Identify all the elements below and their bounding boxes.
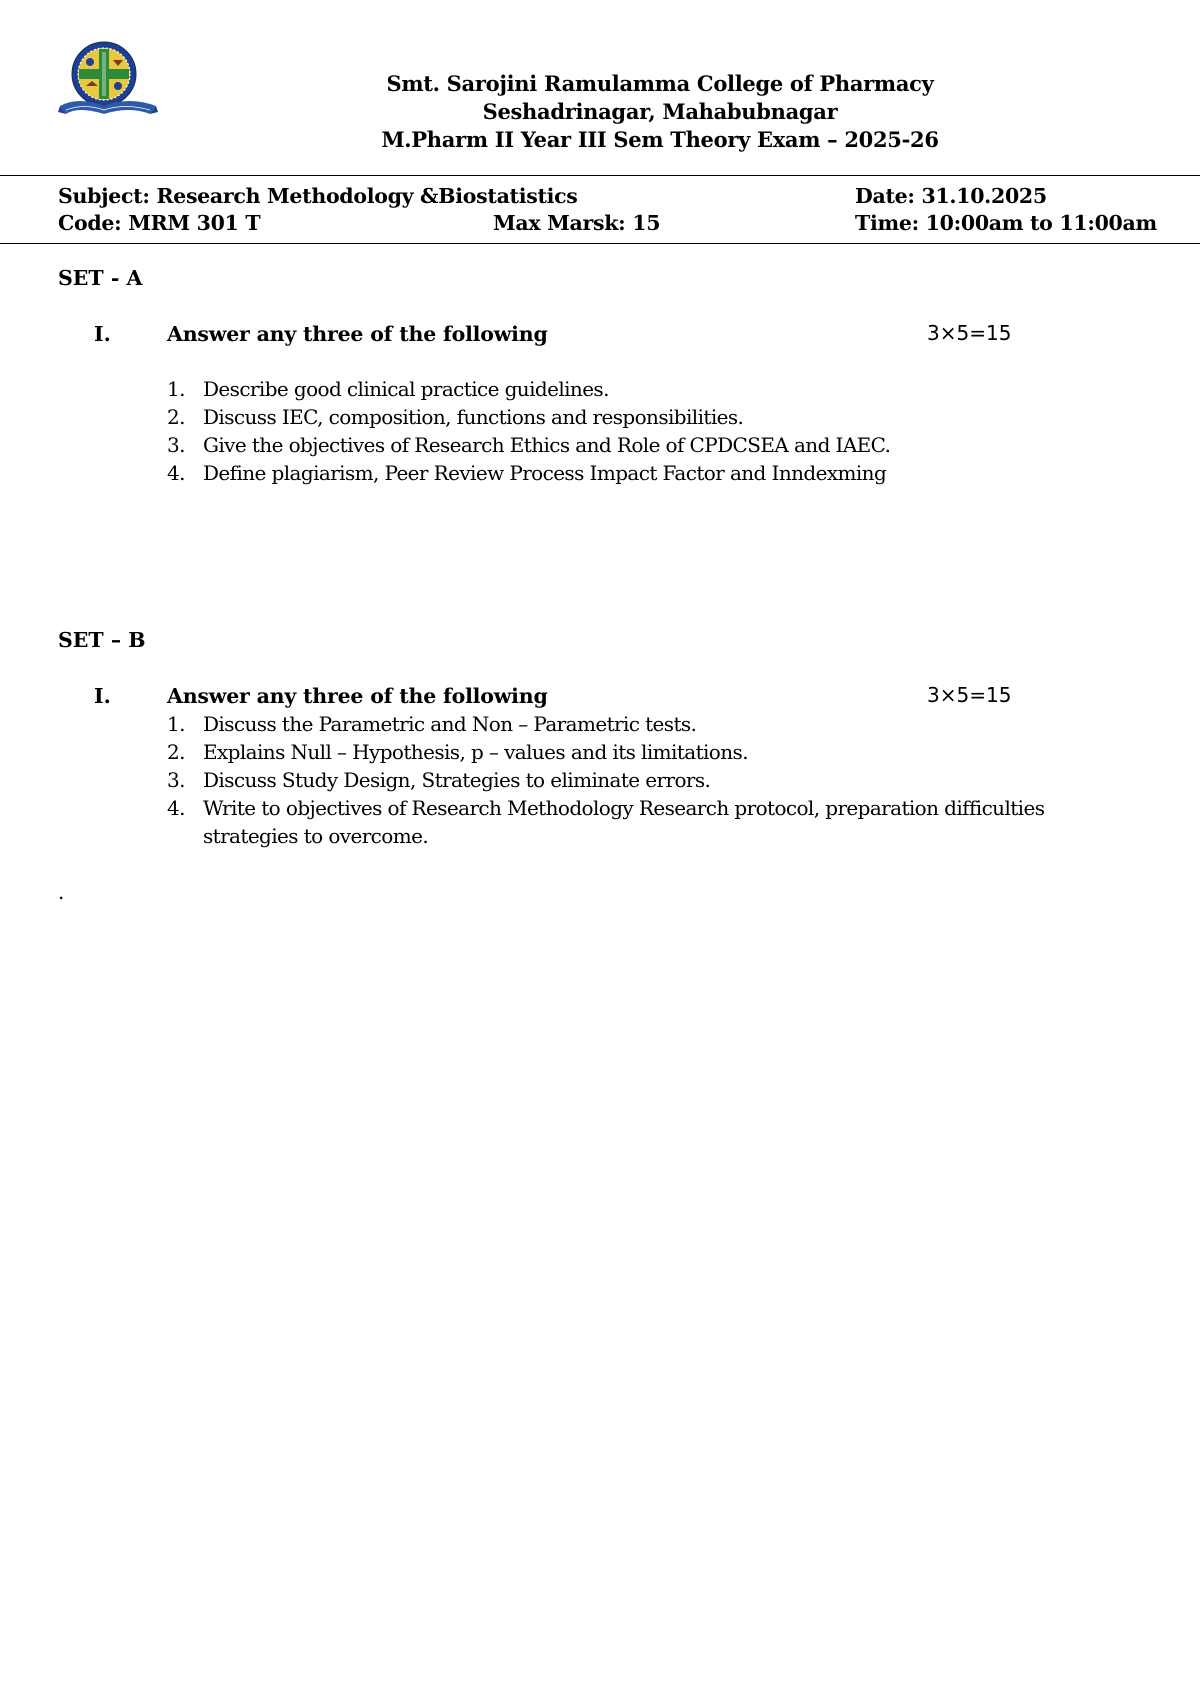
max-marks: Max Marsk: 15 xyxy=(493,211,661,235)
list-item xyxy=(167,738,1087,766)
question-number: 4. xyxy=(167,796,185,820)
question-text: Discuss Study Design, Strategies to eliminate errors. xyxy=(203,768,711,792)
question-number: 4. xyxy=(167,461,185,485)
list-item xyxy=(167,710,1087,738)
question-text: Define plagiarism, Peer Review Process Impact Factor and Inndexming xyxy=(203,461,887,485)
set-a-instruction: Answer any three of the following xyxy=(167,322,548,346)
list-item xyxy=(167,375,1087,403)
list-item xyxy=(167,794,1087,850)
list-item xyxy=(167,766,1087,794)
set-b-instruction: Answer any three of the following xyxy=(167,684,548,708)
college-location: Seshadrinagar, Mahabubnagar xyxy=(482,99,838,124)
set-b-marks: 3×5=15 xyxy=(927,683,1012,707)
set-b-question-list xyxy=(167,710,1087,850)
question-text: Explains Null – Hypothesis, p – values and its limitations. xyxy=(203,740,748,764)
set-b-section-numeral: I. xyxy=(94,684,111,708)
question-number: 3. xyxy=(167,433,185,457)
top-divider xyxy=(0,175,1200,176)
list-item xyxy=(167,459,1087,487)
set-b-label: SET – B xyxy=(58,628,146,652)
exam-date: Date: 31.10.2025 xyxy=(855,184,1047,208)
subject-label: Subject: Research Methodology &Biostatistics xyxy=(58,184,578,208)
college-name: Smt. Sarojini Ramulamma College of Pharmacy xyxy=(386,71,934,96)
set-a-question-list xyxy=(167,375,1087,487)
college-emblem-icon xyxy=(58,40,158,122)
question-text: Describe good clinical practice guidelines. xyxy=(203,377,609,401)
question-number: 2. xyxy=(167,740,185,764)
info-divider xyxy=(0,243,1200,244)
set-a-marks: 3×5=15 xyxy=(927,321,1012,345)
set-a-label: SET - A xyxy=(58,266,143,290)
trailing-dot: . xyxy=(58,880,65,904)
college-header xyxy=(300,70,1020,154)
question-text: Write to objectives of Research Methodology Research protocol, preparation difficulties strategies to overcome. xyxy=(203,796,1045,848)
course-code: Code: MRM 301 T xyxy=(58,211,261,235)
set-a-section-numeral: I. xyxy=(94,322,111,346)
question-number: 2. xyxy=(167,405,185,429)
question-text: Give the objectives of Research Ethics and Role of CPDCSEA and IAEC. xyxy=(203,433,891,457)
question-text: Discuss the Parametric and Non – Parametric tests. xyxy=(203,712,697,736)
exam-title: M.Pharm II Year III Sem Theory Exam – 2025-26 xyxy=(381,127,939,152)
college-logo xyxy=(58,40,158,122)
question-text: Discuss IEC, composition, functions and responsibilities. xyxy=(203,405,744,429)
list-item xyxy=(167,431,1087,459)
question-number: 1. xyxy=(167,712,185,736)
exam-time: Time: 10:00am to 11:00am xyxy=(855,211,1157,235)
question-number: 1. xyxy=(167,377,185,401)
question-number: 3. xyxy=(167,768,185,792)
list-item xyxy=(167,403,1087,431)
